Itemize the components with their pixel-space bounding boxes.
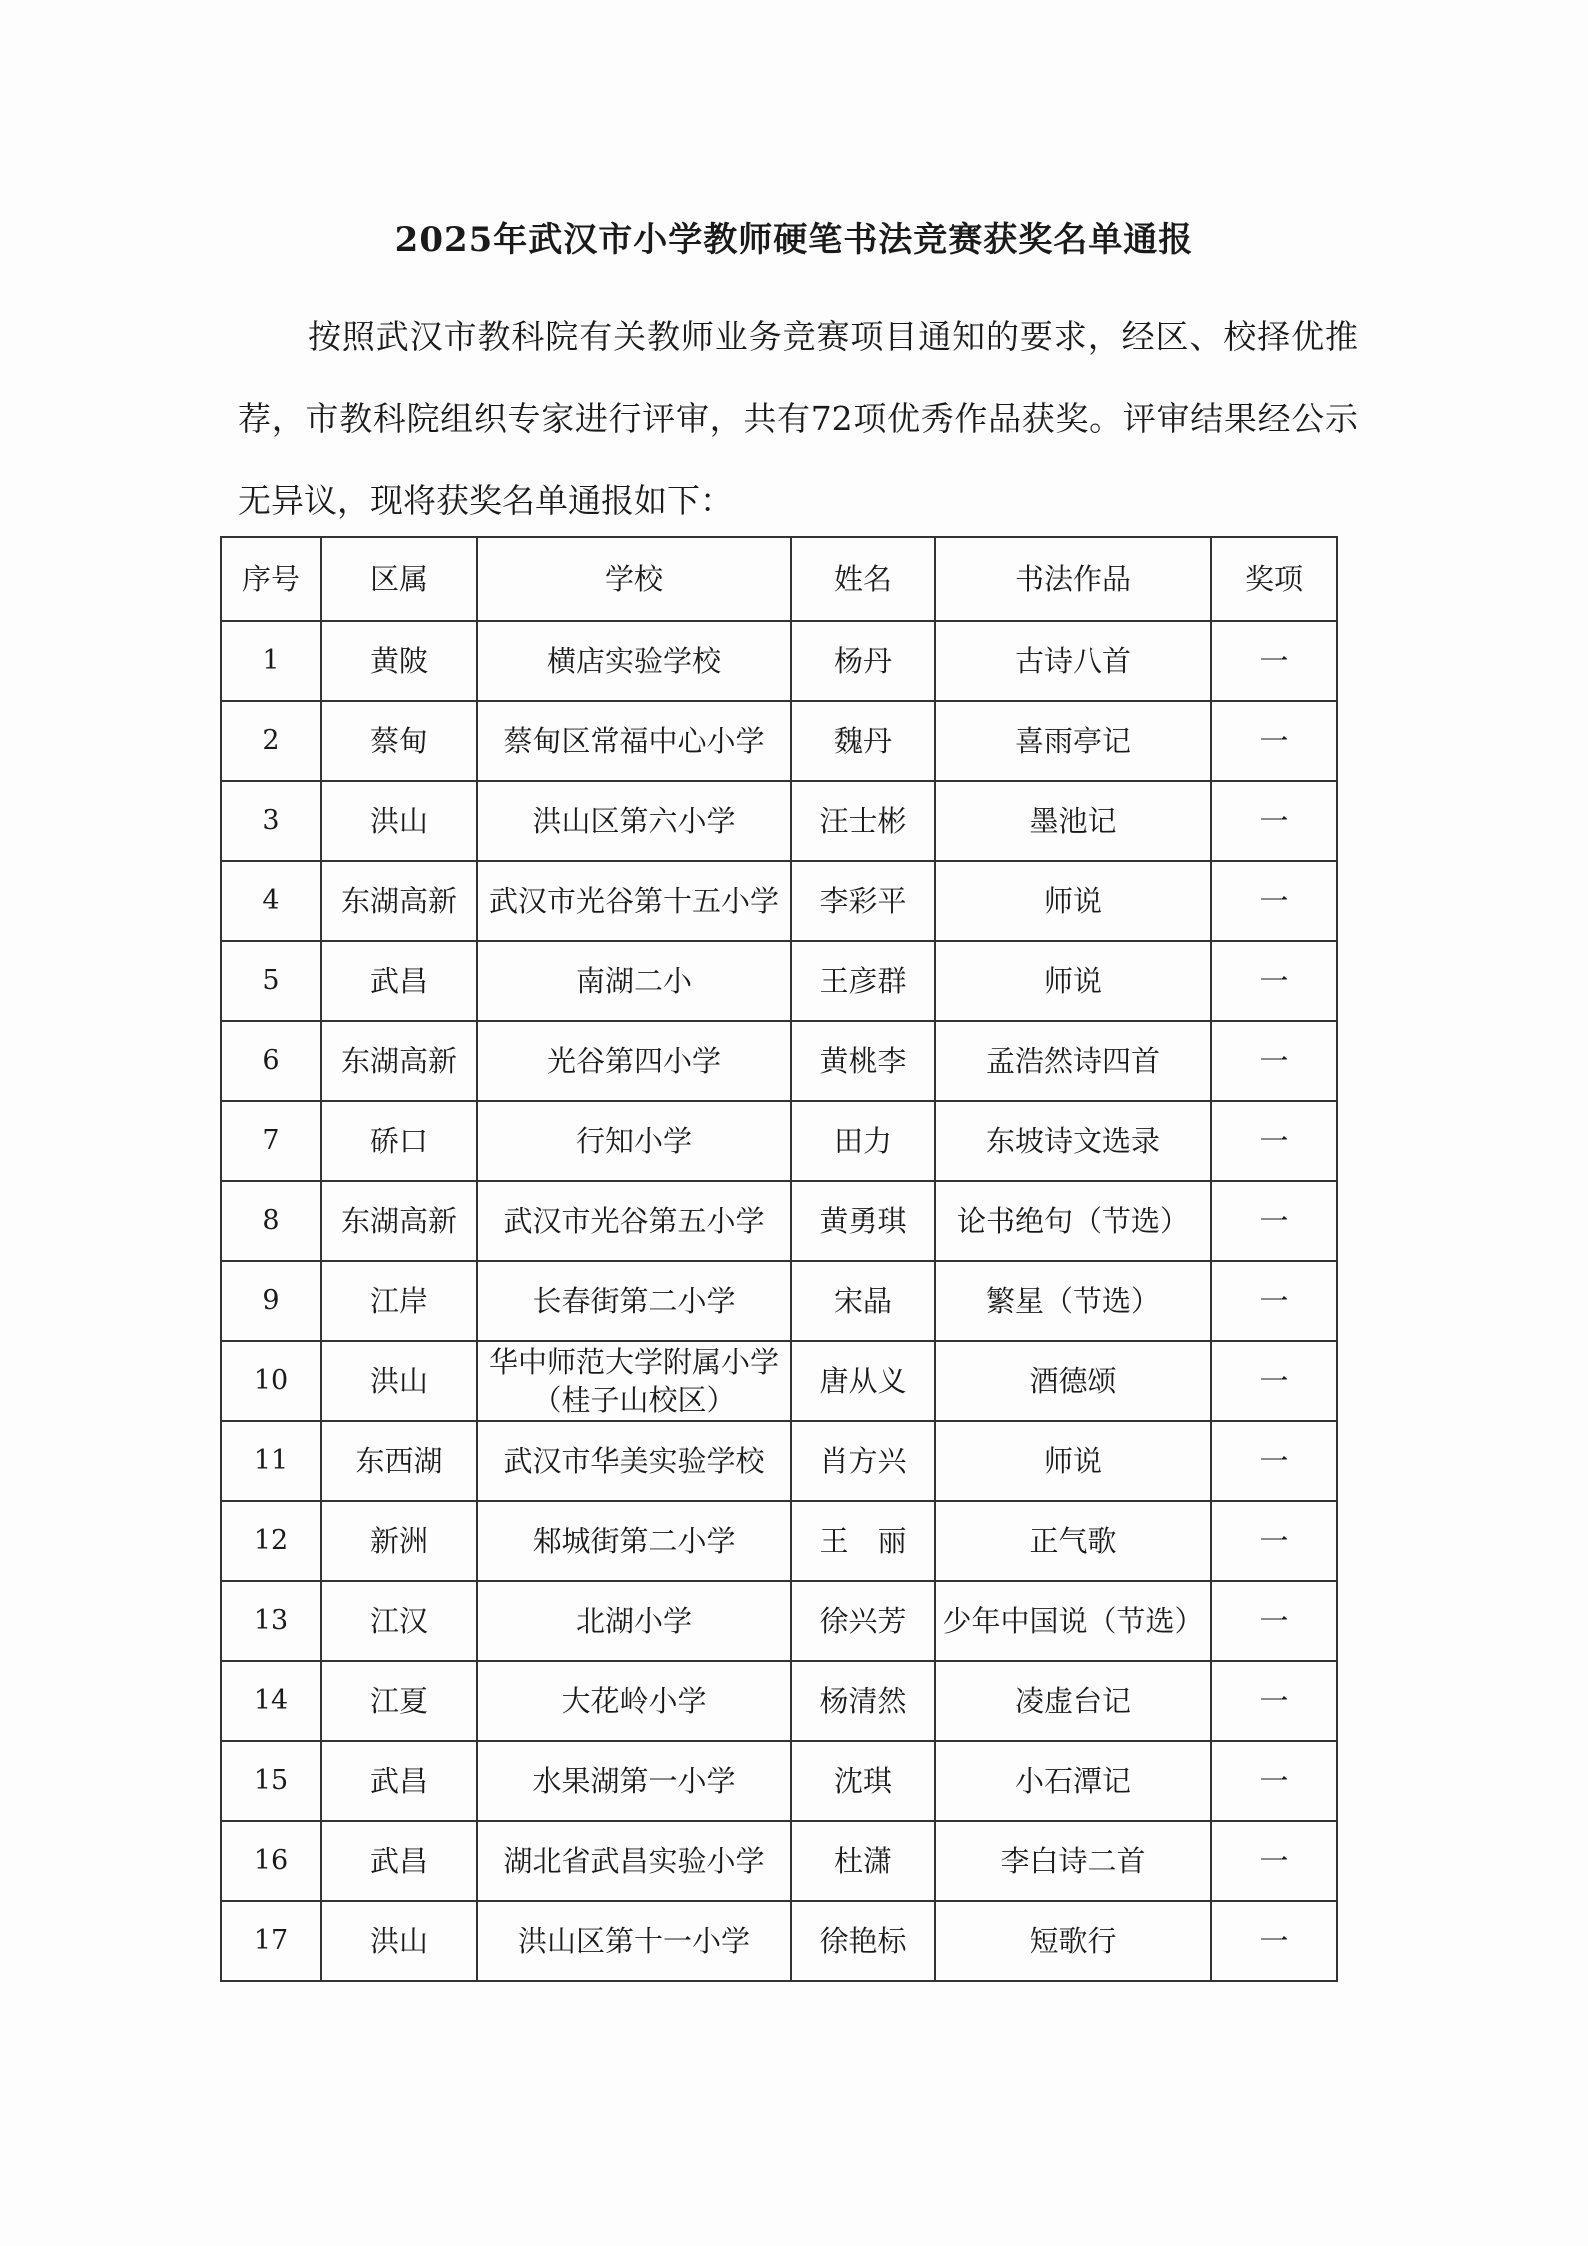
cell-district: 江岸 — [321, 1261, 477, 1341]
cell-school: 华中师范大学附属小学（桂子山校区） — [477, 1341, 791, 1421]
table-row — [221, 1741, 1337, 1821]
header-index: 序号 — [221, 537, 321, 621]
cell-school: 邾城街第二小学 — [477, 1501, 791, 1581]
cell-award: 一 — [1211, 1821, 1337, 1901]
cell-work: 孟浩然诗四首 — [935, 1021, 1211, 1101]
cell-school: 武汉市华美实验学校 — [477, 1421, 791, 1501]
cell-award: 一 — [1211, 1901, 1337, 1981]
cell-index: 3 — [221, 781, 321, 861]
cell-work: 师说 — [935, 1421, 1211, 1501]
cell-name: 徐艳标 — [791, 1901, 935, 1981]
cell-district: 武昌 — [321, 1821, 477, 1901]
cell-award: 一 — [1211, 1101, 1337, 1181]
cell-school: 南湖二小 — [477, 941, 791, 1021]
table-row — [221, 1181, 1337, 1261]
cell-award: 一 — [1211, 1021, 1337, 1101]
cell-school: 湖北省武昌实验小学 — [477, 1821, 791, 1901]
cell-award: 一 — [1211, 861, 1337, 941]
cell-award: 一 — [1211, 1581, 1337, 1661]
cell-school: 长春街第二小学 — [477, 1261, 791, 1341]
cell-work: 短歌行 — [935, 1901, 1211, 1981]
cell-work: 墨池记 — [935, 781, 1211, 861]
cell-work: 论书绝句（节选） — [935, 1181, 1211, 1261]
table-row — [221, 861, 1337, 941]
cell-award: 一 — [1211, 1261, 1337, 1341]
header-work: 书法作品 — [935, 537, 1211, 621]
cell-work: 师说 — [935, 941, 1211, 1021]
cell-award: 一 — [1211, 941, 1337, 1021]
cell-name: 李彩平 — [791, 861, 935, 941]
cell-work: 喜雨亭记 — [935, 701, 1211, 781]
cell-district: 东湖高新 — [321, 1181, 477, 1261]
cell-district: 洪山 — [321, 1341, 477, 1421]
cell-index: 5 — [221, 941, 321, 1021]
cell-index: 13 — [221, 1581, 321, 1661]
cell-award: 一 — [1211, 1341, 1337, 1421]
table-row — [221, 781, 1337, 861]
table-row — [221, 621, 1337, 701]
cell-name: 杜潇 — [791, 1821, 935, 1901]
cell-work: 师说 — [935, 861, 1211, 941]
cell-index: 4 — [221, 861, 321, 941]
cell-school: 行知小学 — [477, 1101, 791, 1181]
cell-award: 一 — [1211, 1741, 1337, 1821]
table-row — [221, 1261, 1337, 1341]
cell-index: 17 — [221, 1901, 321, 1981]
cell-index: 6 — [221, 1021, 321, 1101]
table-row — [221, 1821, 1337, 1901]
cell-work: 正气歌 — [935, 1501, 1211, 1581]
cell-district: 江汉 — [321, 1581, 477, 1661]
header-award: 奖项 — [1211, 537, 1337, 621]
cell-name: 杨清然 — [791, 1661, 935, 1741]
table-body — [221, 621, 1337, 1981]
cell-award: 一 — [1211, 781, 1337, 861]
cell-school: 水果湖第一小学 — [477, 1741, 791, 1821]
cell-school: 光谷第四小学 — [477, 1021, 791, 1101]
header-name: 姓名 — [791, 537, 935, 621]
table-row — [221, 1021, 1337, 1101]
cell-district: 洪山 — [321, 781, 477, 861]
cell-work: 小石潭记 — [935, 1741, 1211, 1821]
cell-name: 田力 — [791, 1101, 935, 1181]
cell-name: 沈琪 — [791, 1741, 935, 1821]
cell-work: 古诗八首 — [935, 621, 1211, 701]
cell-award: 一 — [1211, 1501, 1337, 1581]
cell-name: 黄桃李 — [791, 1021, 935, 1101]
cell-index: 12 — [221, 1501, 321, 1581]
cell-index: 14 — [221, 1661, 321, 1741]
cell-name: 汪士彬 — [791, 781, 935, 861]
cell-name: 王彦群 — [791, 941, 935, 1021]
cell-district: 江夏 — [321, 1661, 477, 1741]
cell-name: 魏丹 — [791, 701, 935, 781]
award-list-table — [220, 536, 1338, 1982]
cell-name: 肖方兴 — [791, 1421, 935, 1501]
cell-school: 洪山区第十一小学 — [477, 1901, 791, 1981]
header-school: 学校 — [477, 537, 791, 621]
cell-index: 8 — [221, 1181, 321, 1261]
cell-index: 10 — [221, 1341, 321, 1421]
cell-index: 2 — [221, 701, 321, 781]
cell-name: 徐兴芳 — [791, 1581, 935, 1661]
cell-award: 一 — [1211, 1181, 1337, 1261]
cell-index: 11 — [221, 1421, 321, 1501]
cell-award: 一 — [1211, 1421, 1337, 1501]
cell-district: 硚口 — [321, 1101, 477, 1181]
cell-school: 武汉市光谷第十五小学 — [477, 861, 791, 941]
cell-school: 北湖小学 — [477, 1581, 791, 1661]
header-district: 区属 — [321, 537, 477, 621]
cell-award: 一 — [1211, 1661, 1337, 1741]
table-header-row — [221, 537, 1337, 621]
cell-work: 李白诗二首 — [935, 1821, 1211, 1901]
table-row — [221, 1901, 1337, 1981]
cell-district: 武昌 — [321, 1741, 477, 1821]
intro-paragraph: 按照武汉市教科院有关教师业务竞赛项目通知的要求，经区、校择优推荐，市教科院组织专家进行评审，共有72项优秀作品获奖。评审结果经公示无异议，现将获奖名单通报如下： — [238, 317, 1358, 520]
cell-name: 杨丹 — [791, 621, 935, 701]
cell-work: 凌虚台记 — [935, 1661, 1211, 1741]
cell-district: 蔡甸 — [321, 701, 477, 781]
table-row — [221, 941, 1337, 1021]
table-row — [221, 1341, 1337, 1421]
table-row — [221, 1101, 1337, 1181]
cell-index: 9 — [221, 1261, 321, 1341]
cell-school: 横店实验学校 — [477, 621, 791, 701]
cell-work: 少年中国说（节选） — [935, 1581, 1211, 1661]
cell-award: 一 — [1211, 701, 1337, 781]
cell-work: 繁星（节选） — [935, 1261, 1211, 1341]
cell-award: 一 — [1211, 621, 1337, 701]
cell-school: 大花岭小学 — [477, 1661, 791, 1741]
cell-school: 蔡甸区常福中心小学 — [477, 701, 791, 781]
cell-index: 1 — [221, 621, 321, 701]
cell-district: 洪山 — [321, 1901, 477, 1981]
document-title: 2025年武汉市小学教师硬笔书法竞赛获奖名单通报 — [394, 220, 1194, 260]
cell-work: 东坡诗文选录 — [935, 1101, 1211, 1181]
cell-district: 新洲 — [321, 1501, 477, 1581]
cell-index: 16 — [221, 1821, 321, 1901]
table-row — [221, 1581, 1337, 1661]
cell-name: 王 丽 — [791, 1501, 935, 1581]
cell-district: 黄陂 — [321, 621, 477, 701]
table-row — [221, 1501, 1337, 1581]
cell-work: 酒德颂 — [935, 1341, 1211, 1421]
cell-school: 武汉市光谷第五小学 — [477, 1181, 791, 1261]
cell-index: 15 — [221, 1741, 321, 1821]
cell-name: 宋晶 — [791, 1261, 935, 1341]
cell-name: 黄勇琪 — [791, 1181, 935, 1261]
cell-index: 7 — [221, 1101, 321, 1181]
cell-district: 武昌 — [321, 941, 477, 1021]
cell-name: 唐从义 — [791, 1341, 935, 1421]
table-row — [221, 1661, 1337, 1741]
cell-district: 东西湖 — [321, 1421, 477, 1501]
cell-district: 东湖高新 — [321, 861, 477, 941]
table-row — [221, 701, 1337, 781]
table-row — [221, 1421, 1337, 1501]
cell-school: 洪山区第六小学 — [477, 781, 791, 861]
cell-district: 东湖高新 — [321, 1021, 477, 1101]
